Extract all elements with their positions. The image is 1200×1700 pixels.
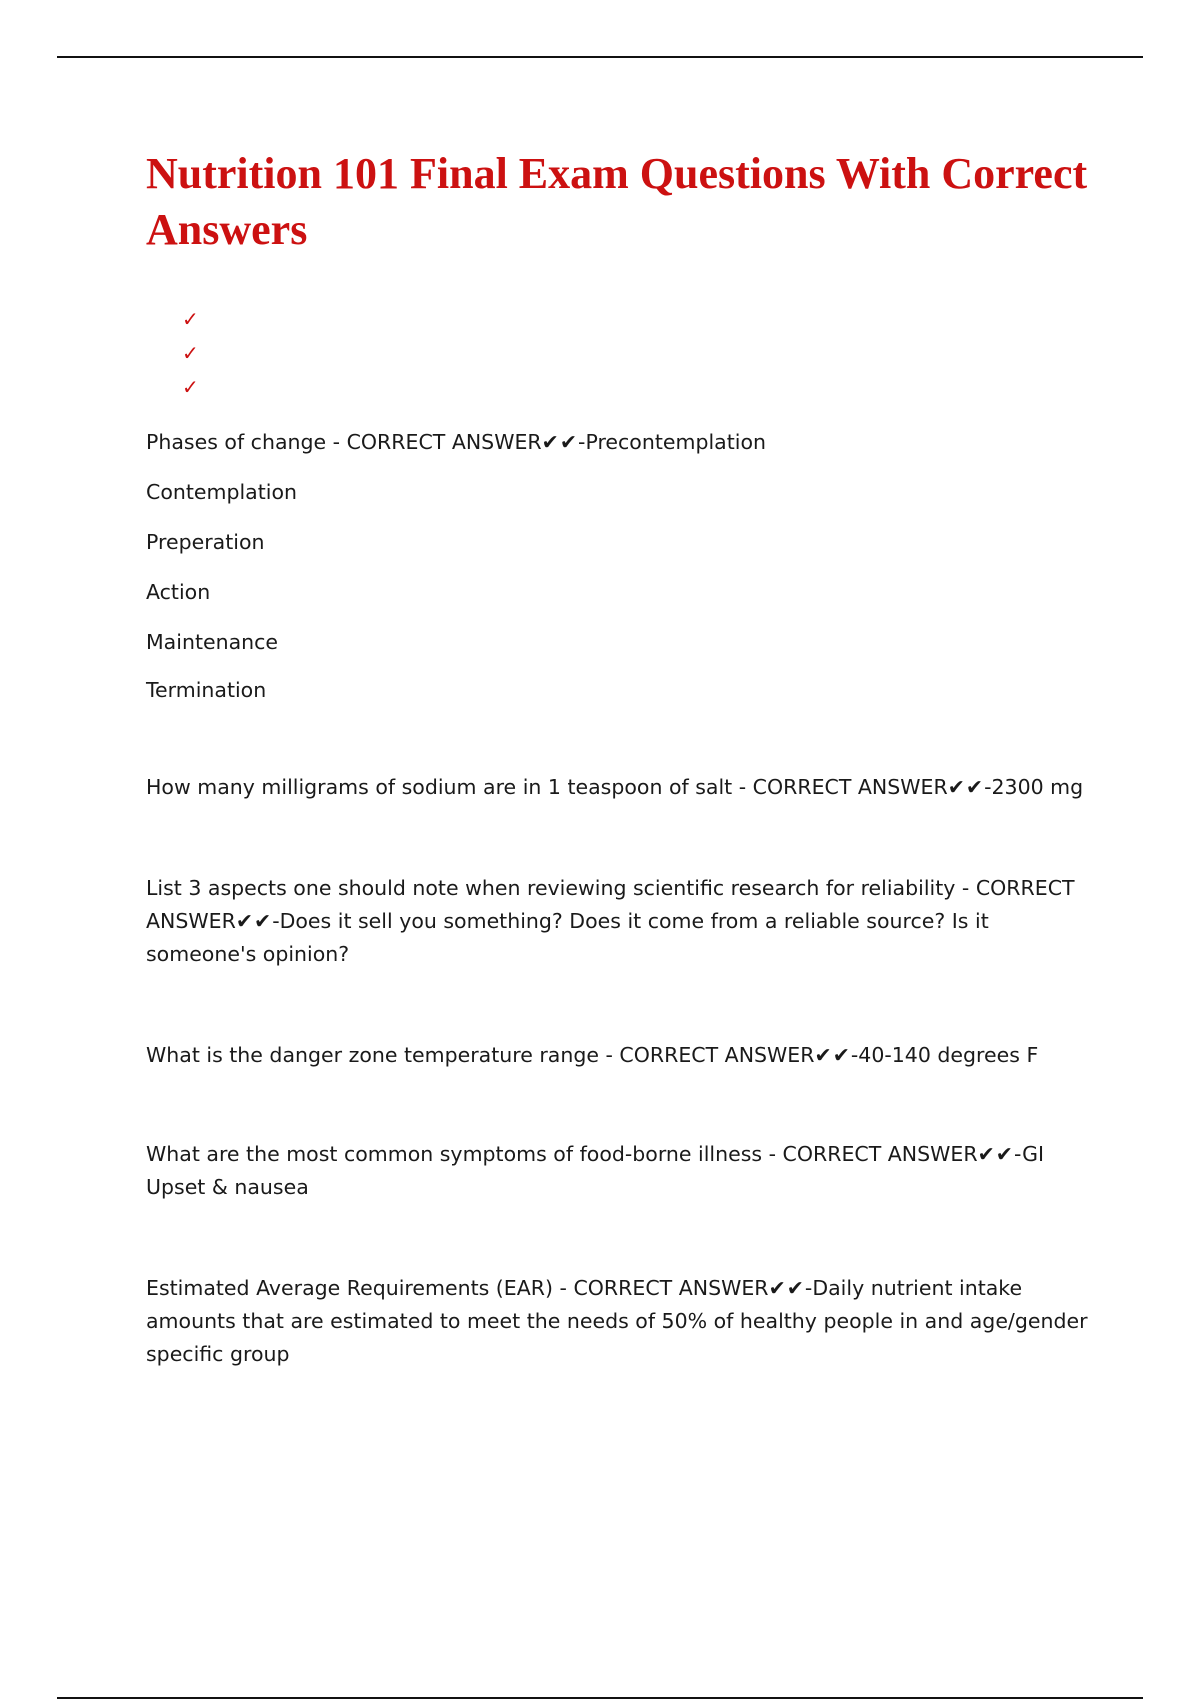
header-rule xyxy=(57,56,1143,58)
answer-tag: CORRECT ANSWER xyxy=(619,1043,815,1067)
answer-check-icon: ✔✔ xyxy=(768,1276,805,1300)
phase-item: Maintenance xyxy=(146,630,279,654)
answer-text: Daily nutrient intake amounts that are estimated to meet the needs of 50% of healthy people in and age/gender specific group xyxy=(146,1276,1088,1366)
answer-tag: CORRECT ANSWER xyxy=(573,1276,769,1300)
qa-item-phases: Phases of change - CORRECT ANSWER✔✔-Precontemplation xyxy=(146,430,766,454)
phase-item: Action xyxy=(146,580,211,604)
question-text: List 3 aspects one should note when reviewing scientific research for reliability xyxy=(146,876,956,900)
answer-text: 2300 mg xyxy=(991,775,1084,799)
question-text: Estimated Average Requirements (EAR) xyxy=(146,1276,554,1300)
answer-text: Does it sell you something? Does it come from a reliable source? Is it someone's opinion? xyxy=(146,909,989,966)
answer-tag: CORRECT ANSWER xyxy=(346,430,542,454)
answer-check-icon: ✔✔ xyxy=(947,775,985,799)
footer-rule xyxy=(57,1697,1143,1699)
answer-tag: CORRECT ANSWER xyxy=(146,876,1075,933)
check-mark-icon: ✓ xyxy=(182,341,199,365)
phase-item: Preperation xyxy=(146,530,265,554)
phase-item: Termination xyxy=(146,678,267,702)
question-text: Phases of change xyxy=(146,430,327,454)
answer-tag: CORRECT ANSWER xyxy=(782,1142,978,1166)
answer-tag: CORRECT ANSWER xyxy=(752,775,948,799)
qa-item: What is the danger zone temperature range - CORRECT ANSWER✔✔-40-140 degrees F xyxy=(146,1043,1039,1067)
answer-text: GI Upset & nausea xyxy=(146,1142,1045,1199)
answer-text: 40-140 degrees F xyxy=(858,1043,1039,1067)
question-text: What are the most common symptoms of food-borne illness xyxy=(146,1142,763,1166)
answer-check-icon: ✔✔ xyxy=(814,1043,851,1067)
question-text: How many milligrams of sodium are in 1 teaspoon of salt xyxy=(146,775,733,799)
phase-item: Contemplation xyxy=(146,480,298,504)
answer-text: Precontemplation xyxy=(585,430,766,454)
check-mark-icon: ✓ xyxy=(182,375,199,399)
qa-item: Estimated Average Requirements (EAR) - CORRECT ANSWER✔✔-Daily nutrient intake amounts that are estimated to meet the needs of 50% of healthy people in and age/gender specific group xyxy=(146,1276,1088,1366)
answer-check-icon: ✔✔ xyxy=(977,1142,1014,1166)
document-title: Nutrition 101 Final Exam Questions With Correct Answers xyxy=(146,149,1088,254)
question-text: What is the danger zone temperature range xyxy=(146,1043,599,1067)
answer-check-icon: ✔✔ xyxy=(541,430,579,454)
qa-item: List 3 aspects one should note when reviewing scientific research for reliability - CORRECT ANSWER✔✔-Does it sell you something? Does it come from a reliable source? Is it someone's opinion? xyxy=(146,876,1075,966)
qa-item: How many milligrams of sodium are in 1 teaspoon of salt - CORRECT ANSWER✔✔-2300 mg xyxy=(146,775,1084,799)
document-body xyxy=(146,146,1096,1371)
check-list xyxy=(182,302,1096,404)
answer-check-icon: ✔✔ xyxy=(235,909,273,933)
check-mark-icon: ✓ xyxy=(182,307,199,331)
qa-item: What are the most common symptoms of food-borne illness - CORRECT ANSWER✔✔-GI Upset & nausea xyxy=(146,1142,1045,1199)
